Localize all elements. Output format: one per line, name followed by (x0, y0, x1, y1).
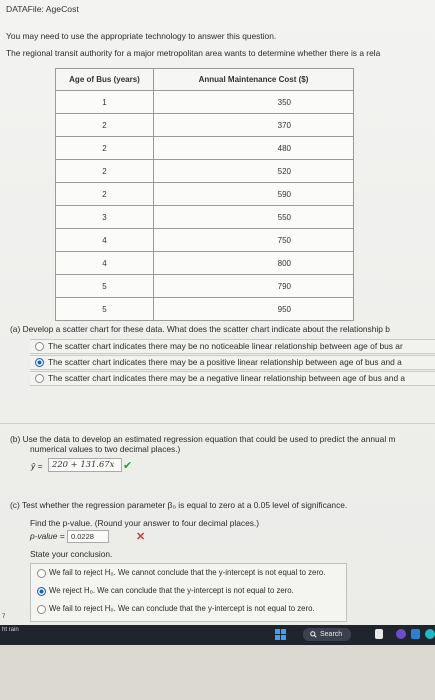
weather-temp: 7 (2, 614, 6, 620)
cost-cell: 550 (154, 206, 354, 229)
conclusion-option-0[interactable] (31, 566, 346, 580)
data-table (55, 68, 354, 321)
table-header-row (56, 69, 354, 91)
find-p-value-instruction: Find the p-value. (Round your answer to four decimal places.) (30, 518, 260, 528)
radio-button[interactable] (35, 374, 44, 383)
age-cell: 2 (56, 114, 154, 137)
app-icon-teams[interactable] (396, 629, 406, 639)
state-conclusion-label: State your conclusion. (30, 549, 113, 559)
incorrect-x-icon: ✕ (136, 531, 146, 543)
option-label: The scatter chart indicates there may be a negative linear relationship between age of bus and a (48, 373, 406, 383)
p-value-label: p-value = (30, 531, 65, 541)
yhat-label: ŷ = (31, 461, 43, 471)
technology-note: You may need to use the appropriate technology to answer this question. (6, 31, 277, 41)
age-cell: 2 (56, 160, 154, 183)
option-label: We fail to reject H₀. We can conclude that the y-intercept is not equal to zero. (49, 604, 315, 613)
table-row (56, 160, 354, 183)
part-a-option-2[interactable] (30, 371, 435, 386)
part-b-prompt-line2: numerical values to two decimal places.) (30, 444, 181, 454)
app-icon-store[interactable] (411, 629, 420, 639)
page-title: DATAFile: AgeCost (6, 4, 79, 14)
search-icon (310, 631, 317, 638)
cost-cell: 750 (154, 229, 354, 252)
table-row (56, 229, 354, 252)
age-cell: 5 (56, 298, 154, 321)
table-row (56, 206, 354, 229)
search-label: Search (320, 631, 343, 638)
part-a-prompt: (a) Develop a scatter chart for these data. What does the scatter chart indicate about the relationship b (10, 324, 390, 334)
cost-cell: 590 (154, 183, 354, 206)
radio-button-selected[interactable] (35, 358, 44, 367)
column-header-age: Age of Bus (years) (56, 69, 154, 91)
conclusion-option-1[interactable] (31, 584, 346, 598)
weather-widget[interactable] (2, 614, 5, 620)
option-label: We reject H₀. We can conclude that the y-intercept is not equal to zero. (49, 586, 294, 595)
app-icon-edge[interactable] (425, 629, 435, 639)
table-row (56, 252, 354, 275)
radio-button[interactable] (37, 569, 46, 578)
weather-text: ht rain (2, 627, 19, 633)
conclusion-options-box (30, 563, 347, 622)
cost-cell: 370 (154, 114, 354, 137)
column-header-cost: Annual Maintenance Cost ($) (154, 69, 354, 91)
app-icon-file[interactable] (375, 629, 383, 639)
regression-equation-field[interactable]: 220 + 131.67x (48, 458, 122, 472)
cost-cell: 480 (154, 137, 354, 160)
part-b-prompt: (b) Use the data to develop an estimated regression equation that could be used to predict the annual m (10, 434, 396, 444)
screen-bezel (0, 645, 435, 700)
correct-check-icon: ✔ (123, 460, 133, 472)
option-label: The scatter chart indicates there may be a positive linear relationship between age of bus and a (48, 357, 402, 367)
table-row (56, 114, 354, 137)
conclusion-option-2[interactable] (31, 602, 346, 616)
table-row (56, 183, 354, 206)
option-label: We fail to reject H₀. We cannot conclude that the y-intercept is not equal to zero. (49, 568, 326, 577)
p-value-field[interactable]: 0.0228 (67, 530, 109, 543)
cost-cell: 950 (154, 298, 354, 321)
age-cell: 4 (56, 229, 154, 252)
table-row (56, 91, 354, 114)
part-a-option-1[interactable] (30, 355, 435, 370)
table-row (56, 298, 354, 321)
windows-start-icon[interactable] (275, 629, 286, 640)
cost-cell: 520 (154, 160, 354, 183)
radio-button[interactable] (35, 342, 44, 351)
part-a-option-0[interactable] (30, 339, 435, 354)
radio-button-selected[interactable] (37, 587, 46, 596)
cost-cell: 800 (154, 252, 354, 275)
option-label: The scatter chart indicates there may be no noticeable linear relationship between age of bus ar (48, 341, 403, 351)
table-row (56, 275, 354, 298)
taskbar (0, 625, 435, 645)
problem-intro: The regional transit authority for a major metropolitan area wants to determine whether there is a rela (6, 48, 381, 58)
age-cell: 3 (56, 206, 154, 229)
age-cell: 2 (56, 183, 154, 206)
cost-cell: 350 (154, 91, 354, 114)
part-c-prompt: (c) Test whether the regression parameter β₀ is equal to zero at a 0.05 level of significance. (10, 500, 348, 510)
age-cell: 5 (56, 275, 154, 298)
age-cell: 4 (56, 252, 154, 275)
age-cell: 2 (56, 137, 154, 160)
section-divider (0, 423, 435, 424)
radio-button[interactable] (37, 605, 46, 614)
taskbar-search-button[interactable] (303, 628, 351, 641)
table-row (56, 137, 354, 160)
age-cell: 1 (56, 91, 154, 114)
cost-cell: 790 (154, 275, 354, 298)
